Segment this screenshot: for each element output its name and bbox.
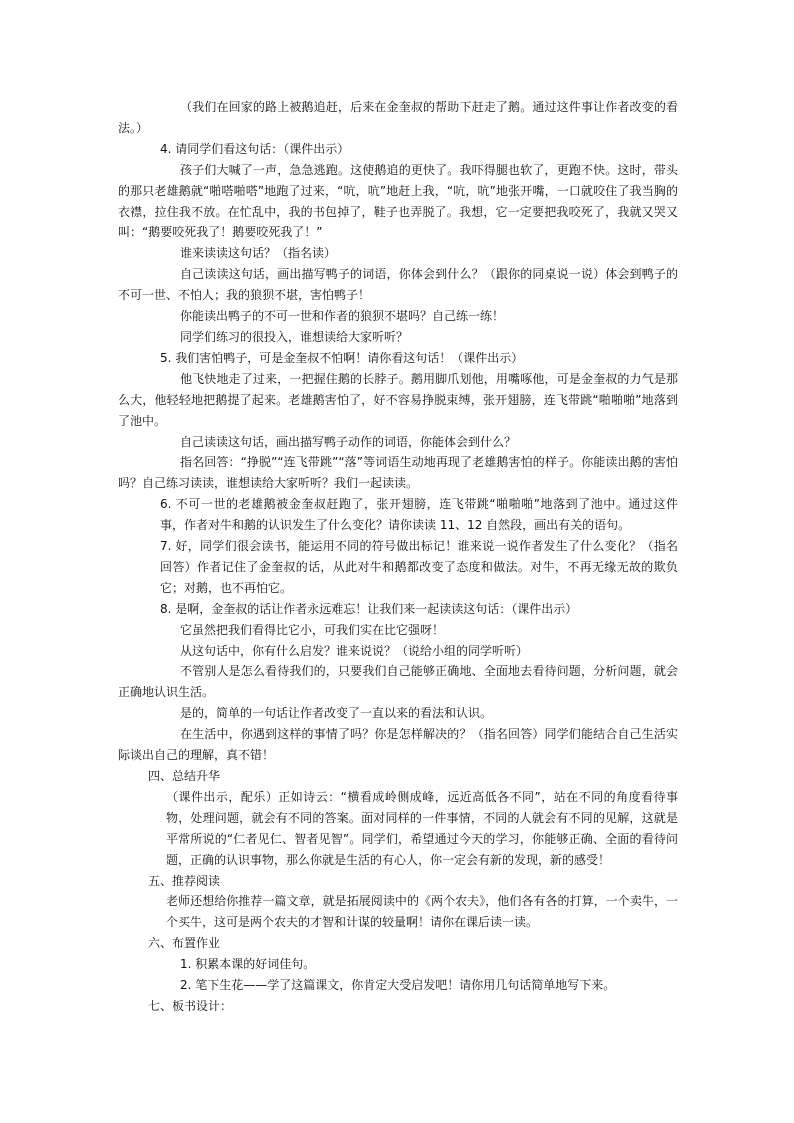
paragraph-practice: 你能读出鸭子的不可一世和作者的狼狈不堪吗？自己练一练！ [180,309,505,324]
paragraph-summary-note: （我们在回家的路上被鹅追赶，后来在金奎叔的帮助下赶走了鹅。通过这件事让作者改变的看法。） [118,100,678,135]
paragraph-quote-jinkui: 他飞快地走了过来，一把握住鹅的长脖子。鹅用脚爪划他，用嘴啄他，可是金奎叔的力气是那么大，他轻轻地把鹅提了起来。老雄鹅害怕了，好不容易挣脱束缚，张开翅膀，连飞带跳“啪啪啪”地落到了池中。 [118,371,678,428]
lesson-plan-body [118,97,678,1017]
paragraph-answer-fear: 指名回答：“挣脱”“连飞带跳”“落”等词语生动地再现了老雄鹅害怕的样子。你能读出鹅的害怕吗？自己练习读读，谁想读给大家听听？我们一起读读。 [118,455,678,491]
paragraph-viewpoint: 不管别人是怎么看待我们的，只要我们自己能够正确地、全面地去看待问题，分析问题，就会正确地认识生活。 [118,664,678,700]
paragraph-reading: 老师还想给你推荐一篇文章，就是拓展阅读中的《两个农夫》，他们各有各的打算，一个卖牛，一个买牛，这可是两个农夫的才智和计谋的较量啊！请你在课后读一读。 [166,894,678,930]
section-heading-reading: 五、推荐阅读 [148,873,221,888]
paragraph-action-words: 自己读读这句话，画出描写鸭子动作的词语，你能体会到什么？ [180,434,517,449]
paragraph-step-6: 6. 不可一世的老雄鹅被金奎叔赶跑了，张开翅膀，连飞带跳“啪啪啪”地落到了池中。通过这件事，作者对牛和鹅的认识发生了什么变化？请你读读 11、12 自然段，画出有关的语句。 [160,497,678,533]
section-heading-homework: 六、布置作业 [148,936,221,951]
section-heading-board-design: 七、板书设计： [148,998,233,1013]
paragraph-who-reads: 同学们练习的很投入，谁想读给大家听听？ [180,329,409,344]
paragraph-step-8: 8. 是啊，金奎叔的话让作者永远难忘！让我们来一起读读这句话：（课件出示） [160,601,578,616]
paragraph-real-life: 在生活中，你遇到这样的事情了吗？你是怎样解决的？（指名回答）同学们能结合自己生活实际谈出自己的理解，真不错！ [118,727,678,763]
paragraph-changed-view: 是的，简单的一句话让作者改变了一直以来的看法和认识。 [180,706,493,721]
section-heading-summary: 四、总结升华 [148,769,221,783]
paragraph-analysis-duck-words: 自己读读这句话，画出描写鸭子的词语，你体会到什么？（跟你的同桌说一说）体会到鸭子的不可一世、不怕人；我的狼狈不堪，害怕鸭子！ [118,267,678,303]
paragraph-step-4: 4. 请同学们看这句话：（课件出示） [160,141,350,156]
paragraph-prompt-read: 谁来读读这句话？（指名读） [180,246,337,261]
paragraph-summary: （课件出示，配乐）正如诗云：“横看成岭侧成峰，远近高低各不同”，站在不同的角度看待事物，处理问题，就会有不同的答案。面对同样的一件事情，不同的人就会有不同的见解，这就是平常所说的“仁者见仁、智者见智”。同学们，希望通过今天的学习，你能够正确、全面的看待问题，正确的认识事物，那么你就是生活的有心人，你一定会有新的发现，新的感受！ [166,789,678,867]
paragraph-inspiration: 从这句话中，你有什么启发？谁来说说？（说给小组的同学听听） [180,643,529,658]
paragraph-step-5: 5. 我们害怕鸭子，可是金奎叔不怕啊！请你看这句话！（课件出示） [160,350,524,365]
homework-item-1: 1. 积累本课的好词佳句。 [180,957,316,972]
homework-item-2: 2. 笔下生花——学了这篇课文，你肯定大受启发吧！请你用几句话简单地写下来。 [180,978,616,993]
paragraph-quote-goose-chase: 孩子们大喊了一声，急急逃跑。这使鹅追的更快了。我吓得腿也软了，更跑不快。这时，带头的那只老雄鹅就“啪嗒啪嗒”地跑了过来，“吭，吭”地赶上我，“吭，吭”地张开嘴，一口就咬住了我当胸的衣襟，拉住我不放。在忙乱中，我的书包掉了，鞋子也弄脱了。我想，它一定要把我咬死了，我就又哭又叫：“鹅要咬死我了！鹅要咬死我了！” [118,162,678,240]
paragraph-quote-stronger: 它虽然把我们看得比它小，可我们实在比它强呀！ [180,622,445,637]
paragraph-step-7: 7. 好，同学们很会读书，能运用不同的符号做出标记！谁来说一说作者发生了什么变化？（指名回答）作者记住了金奎叔的话，从此对牛和鹅都改变了态度和做法。对牛，不再无缘无故的欺负它；对鹅，也不再怕它。 [160,539,678,595]
